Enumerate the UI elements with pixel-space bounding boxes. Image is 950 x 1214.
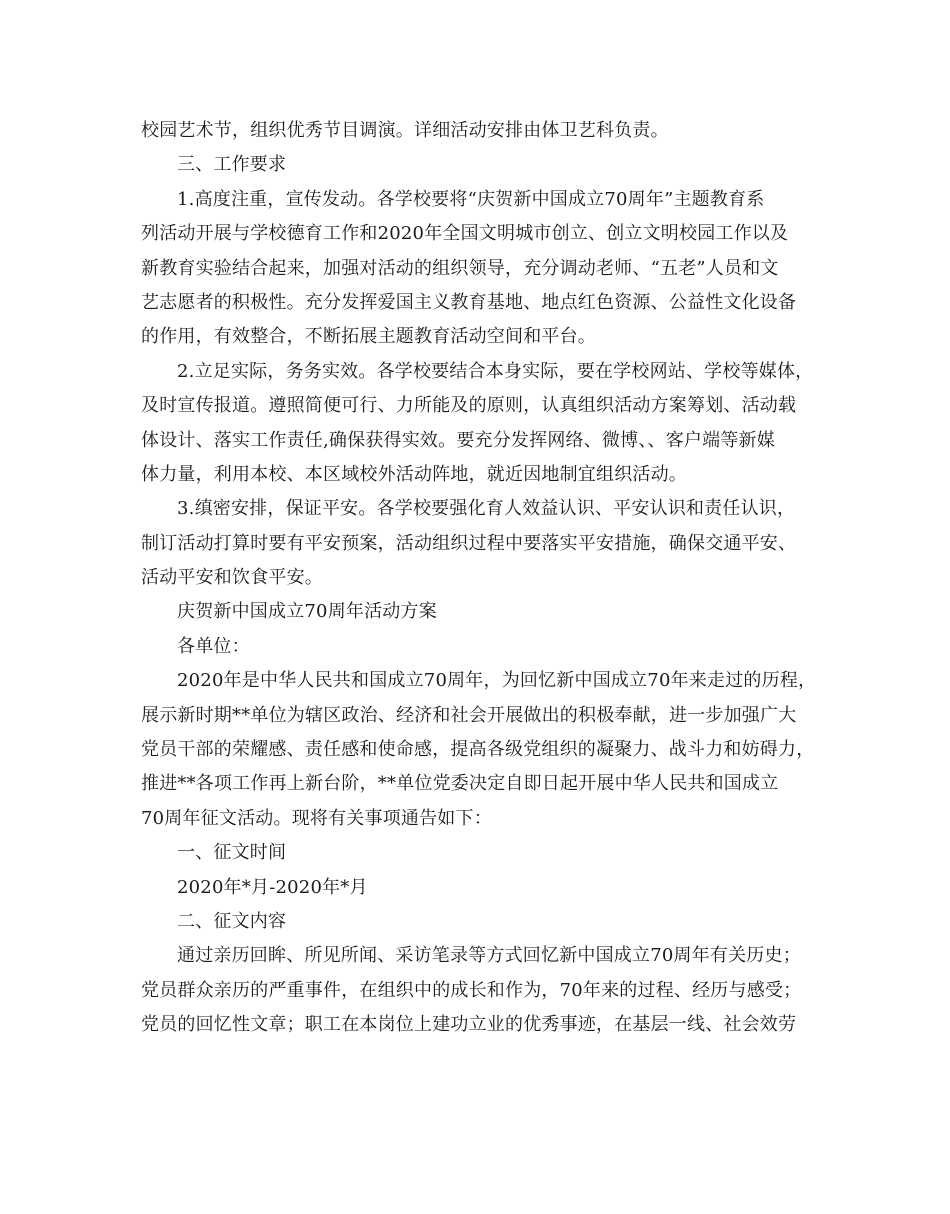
section-heading: 二、征文内容 [177,910,287,932]
text-line: 制订活动打算时要有平安预案，活动组织过程中要落实平安措施，确保交通平安、 [141,532,797,554]
text-line: 及时宣传报道。遵照简便可行、力所能及的原则，认真组织活动方案筹划、活动载 [141,395,797,417]
text-line: 70周年征文活动。现将有关事项通告如下： [141,807,492,829]
text-line: 2020年是中华人民共和国成立70周年，为回忆新中国成立70年来走过的历程， [177,670,817,692]
text-line: 通过亲历回眸、所见所闻、采访笔录等方式回忆新中国成立70周年有关历史； [177,945,801,967]
text-line: 推进**各项工作再上新台阶，**单位党委决定自即日起开展中华人民共和国成立 [141,773,779,795]
text-line: 体设计、落实工作责任,确保获得实效。要充分发挥网络、微博、、客户端等新媒 [141,429,775,451]
document-body [141,114,817,1043]
text-line: 3.缜密安排，保证平安。各学校要强化育人效益认识、平安认识和责任认识， [177,498,796,520]
text-line: 的作用，有效整合，不断拓展主题教育活动空间和平台。 [141,326,596,348]
salutation: 各单位： [177,635,250,657]
text-line: 新教育实验结合起来，加强对活动的组织领导，充分调动老师、“五老”人员和文 [141,257,779,279]
text-line: 活动平安和饮食平安。 [141,567,323,589]
text-line: 1.高度注重，宣传发动。各学校要将“庆贺新中国成立70周年”主题教育系 [177,188,765,210]
text-line: 党员的回忆性文章；职工在本岗位上建功立业的优秀事迹，在基层一线、社会效劳 [141,1014,797,1036]
text-line: 党员干部的荣耀感、责任感和使命感，提高各级党组织的凝聚力、战斗力和妨碍力， [141,739,815,761]
text-line: 党员群众亲历的严重事件，在组织中的成长和作为，70年来的过程、经历与感受； [141,979,802,1001]
text-line: 2020年*月-2020年*月 [177,876,368,898]
text-line: 校园艺术节，组织优秀节目调演。详细活动安排由体卫艺科负责。 [141,120,669,141]
section-heading: 三、工作要求 [177,154,287,176]
text-line: 2.立足实际，务务实效。各学校要结合本身实际，要在学校网站、学校等媒体， [177,360,814,382]
text-line: 艺志愿者的积极性。充分发挥爱国主义教育基地、地点红色资源、公益性文化设备 [141,291,797,313]
text-line: 展示新时期**单位为辖区政治、经济和社会开展做出的积极奉献，进一步加强广大 [141,704,797,726]
text-line: 列活动开展与学校德育工作和2020年全国文明城市创立、创立文明校园工作以及 [141,223,789,245]
document-title: 庆贺新中国成立70周年活动方案 [177,601,437,623]
text-line: 体力量，利用本校、本区域校外活动阵地，就近因地制宜组织活动。 [141,463,687,485]
section-heading: 一、征文时间 [177,842,287,864]
